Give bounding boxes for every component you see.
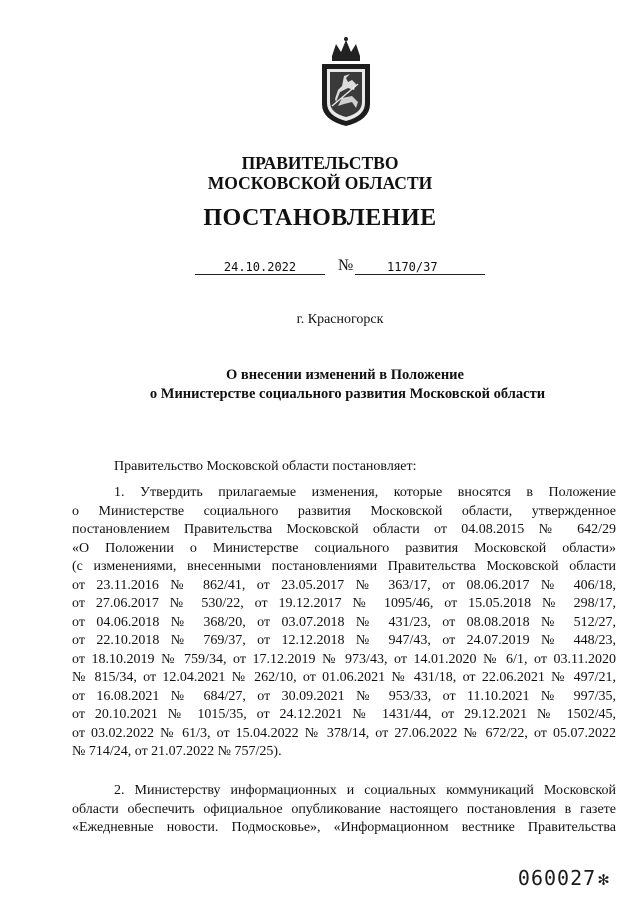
paragraph-1-line: от 04.06.2018 № 368/20, от 03.07.2018 № 431/23, от 08.08.2018 № 512/27,: [72, 614, 616, 630]
paragraph-1-line: 1. Утвердить прилагаемые изменения, которые вносятся в Положение: [114, 485, 616, 500]
date-number-line: [195, 258, 495, 280]
paragraph-1-line: (с изменениями, внесенными постановлениями Правительства Московской области: [72, 559, 616, 574]
paragraph-2-line: 2. Министерству информационных и социальных коммуникаций Московской: [114, 783, 616, 798]
government-title-line1: ПРАВИТЕЛЬСТВО: [241, 153, 399, 173]
city: г. Красногорск: [296, 312, 384, 327]
government-title-line2: МОСКОВСКОЙ ОБЛАСТИ: [207, 173, 433, 193]
intro-line: Правительство Московской области постановляет:: [114, 459, 417, 474]
serial-stamp: [518, 866, 610, 890]
paragraph-1-line: от 23.11.2016 № 862/41, от 23.05.2017 № 363/17, от 08.06.2017 № 406/18,: [72, 577, 616, 593]
paragraph-1-line: постановлением Правительства Московской области от 04.08.2015 № 642/29: [72, 522, 616, 537]
number-sign: №: [338, 257, 354, 274]
subject-line2: о Министерстве социального развития Московской области: [149, 386, 546, 402]
paragraph-2-line: области обеспечить официальное опубликование настоящего постановления в газете: [72, 801, 616, 817]
coat-of-arms-icon: [318, 36, 374, 128]
paragraph-1-line: от 03.02.2022 № 61/3, от 15.04.2022 № 378/14, от 27.06.2022 № 672/22, от 05.07.2022: [72, 725, 616, 741]
document-number: 1170/37: [355, 260, 485, 275]
paragraph-1-line: от 27.06.2017 № 530/22, от 19.12.2017 № 1095/46, от 15.05.2018 № 298/17,: [72, 596, 616, 611]
paragraph-1-line: о Министерстве социального развития Московской области, утвержденное: [72, 503, 616, 519]
paragraph-2: [72, 782, 616, 838]
document-date: 24.10.2022: [195, 260, 325, 275]
serial-number: 060027: [517, 866, 597, 890]
paragraph-1-line: № 714/24, от 21.07.2022 № 757/25).: [72, 744, 282, 759]
paragraph-2-line: «Ежедневные новости. Подмосковье», «Информационном вестнике Правительства: [72, 820, 616, 835]
intro-paragraph: [72, 458, 616, 477]
paragraph-1-line: «О Положении о Министерстве социального развития Московской области»: [72, 540, 616, 556]
subject-line1: О внесении изменений в Положение: [226, 367, 464, 383]
paragraph-1-line: № 815/34, от 12.04.2021 № 262/10, от 01.06.2021 № 431/18, от 22.06.2021 № 497/21,: [72, 670, 616, 685]
paragraph-1-line: от 18.10.2019 № 759/34, от 17.12.2019 № 973/43, от 14.01.2020 № 6/1, от 03.11.2020: [72, 651, 616, 667]
paragraph-1-line: от 16.08.2021 № 684/27, от 30.09.2021 № 953/33, от 11.10.2021 № 997/35,: [72, 688, 616, 704]
paragraph-1-line: от 22.10.2018 № 769/37, от 12.12.2018 № 947/43, от 24.07.2019 № 448/23,: [72, 633, 616, 648]
document-type: ПОСТАНОВЛЕНИЕ: [203, 205, 437, 231]
paragraph-1-line: от 20.10.2021 № 1015/35, от 24.12.2021 № 1431/44, от 29.12.2021 № 1502/45,: [72, 707, 616, 722]
paragraph-1: [72, 484, 616, 762]
serial-star-icon: ✻: [598, 869, 610, 890]
